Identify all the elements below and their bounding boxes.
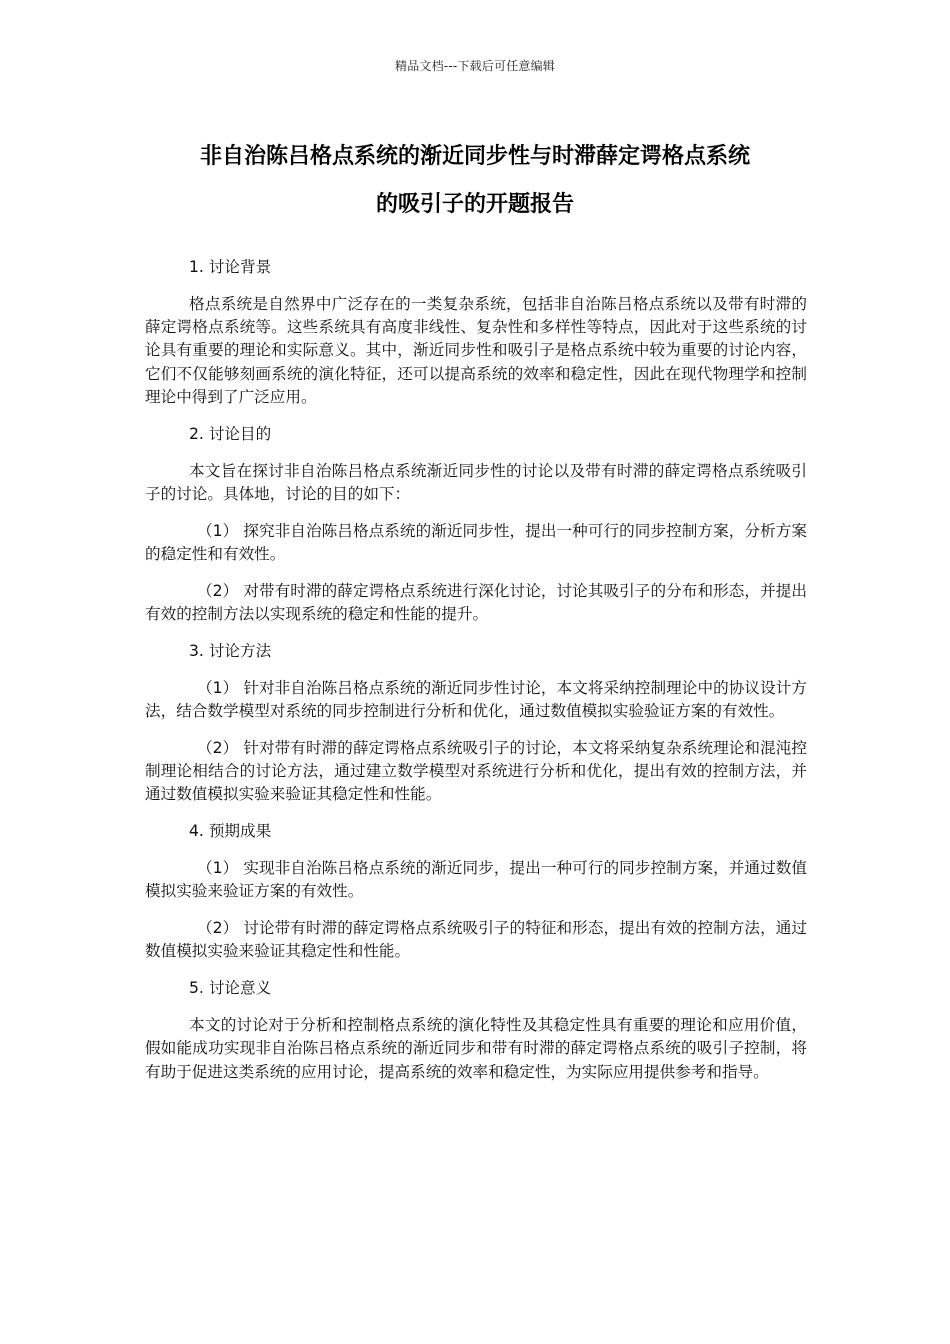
section-heading-background: 1. 讨论背景 bbox=[189, 258, 272, 276]
method-item-1: （1） 针对非自治陈吕格点系统的渐近同步性讨论，本文将采纳控制理论中的协议设计方法，结合数学模型对系统的同步控制进行分析和优化，通过数值模拟实验验证方案的有效性。 bbox=[145, 678, 807, 720]
purpose-item-2: （2） 对带有时滞的薛定谔格点系统进行深化讨论，讨论其吸引子的分布和形态，并提出有效的控制方法以实现系统的稳定和性能的提升。 bbox=[145, 581, 807, 624]
significance-paragraph: 本文的讨论对于分析和控制格点系统的演化特性及其稳定性具有重要的理论和应用价值，假如能成功实现非自治陈吕格点系统的渐近同步和带有时滞的薛定谔格点系统的吸引子控制，将有助于促进这类系统的应用讨论，提高系统的效率和稳定性，为实际应用提供参考和指导。 bbox=[145, 1015, 807, 1081]
document-body bbox=[145, 256, 807, 1097]
purpose-item-1: （1） 探究非自治陈吕格点系统的渐近同步性，提出一种可行的同步控制方案，分析方案的稳定性和有效性。 bbox=[145, 521, 807, 563]
title-line-2: 的吸引子的开题报告 bbox=[375, 192, 574, 217]
section-heading-purpose: 2. 讨论目的 bbox=[189, 424, 272, 443]
expected-results-item-2: （2） 讨论带有时滞的薛定谔格点系统吸引子的特征和形态，提出有效的控制方法，通过数值模拟实验来验证其稳定性和性能。 bbox=[145, 919, 807, 961]
method-item-2: （2） 针对带有时滞的薛定谔格点系统吸引子的讨论，本文将采纳复杂系统理论和混沌控制理论相结合的讨论方法，通过建立数学模型对系统进行分析和优化，提出有效的控制方法，并通过数值模拟实验来验证其稳定性和性能。 bbox=[145, 738, 807, 804]
section-heading-expected-results: 4. 预期成果 bbox=[189, 822, 272, 841]
background-paragraph: 格点系统是自然界中广泛存在的一类复杂系统，包括非自治陈吕格点系统以及带有时滞的薛定谔格点系统等。这些系统具有高度非线性、复杂性和多样性等特点，因此对于这些系统的讨论具有重要的理论和实际意义。其中，渐近同步性和吸引子是格点系统中较为重要的讨论内容，它们不仅能够刻画系统的演化特征，还可以提高系统的效率和稳定性，因此在现代物理学和控制理论中得到了广泛应用。 bbox=[145, 294, 807, 406]
purpose-paragraph: 本文旨在探讨非自治陈吕格点系统渐近同步性的讨论以及带有时滞的薛定谔格点系统吸引子的讨论。具体地，讨论的目的如下： bbox=[145, 461, 807, 503]
document-title bbox=[145, 133, 805, 229]
title-line-1: 非自治陈吕格点系统的渐近同步性与时滞薛定谔格点系统 bbox=[199, 144, 750, 169]
section-heading-method: 3. 讨论方法 bbox=[189, 641, 272, 660]
header-note: 精品文档---下载后可任意编辑 bbox=[395, 59, 555, 73]
section-heading-significance: 5. 讨论意义 bbox=[189, 979, 272, 998]
expected-results-item-1: （1） 实现非自治陈吕格点系统的渐近同步，提出一种可行的同步控制方案，并通过数值模拟实验来验证方案的有效性。 bbox=[145, 858, 807, 901]
